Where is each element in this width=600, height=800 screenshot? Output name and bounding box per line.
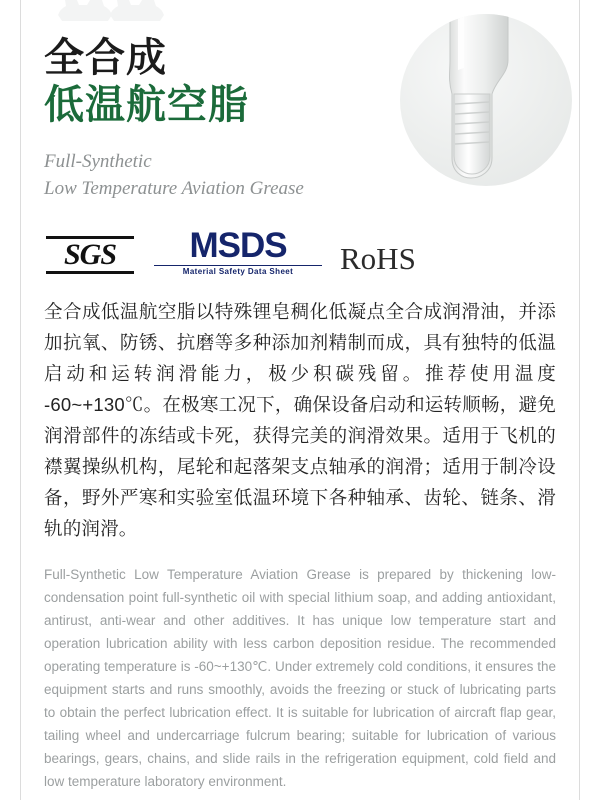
gear-watermark-icon: [55, 0, 185, 26]
msds-badge-icon: [154, 226, 322, 276]
page-title-cn-primary: 全合成: [44, 36, 167, 80]
msds-sublabel: Material Safety Data Sheet: [154, 265, 322, 276]
subtitle-line-1: Full-Synthetic: [44, 151, 152, 172]
left-border-rule: [20, 0, 21, 800]
rohs-badge-icon: RoHS: [340, 241, 416, 276]
sgs-label: SGS: [63, 238, 117, 271]
certification-badges: [44, 228, 556, 276]
description-chinese: 全合成低温航空脂以特殊锂皂稠化低凝点全合成润滑油，并添加抗氧、防锈、抗磨等多种添加剂精制而成，具有独特的低温启动和运转润滑能力，极少积碳残留。推荐使用温度 -60~+130℃。在极寒工况下，确保设备启动和运转顺畅，避免润滑部件的冻结或卡死，获得完美的润滑效果。适用于飞机的襟翼操纵机构，尾轮和起落架支点轴承的润滑；适用于制冷设备，野外严寒和实验室低温环境下各种轴承、齿轮、链条、滑轨的润滑。: [44, 301, 556, 539]
sgs-bottom-rule: [46, 271, 134, 274]
page-title-cn-secondary: 低温航空脂: [44, 83, 249, 127]
right-border-rule: [579, 0, 580, 800]
document-content: [44, 36, 556, 800]
description-english: Full-Synthetic Low Temperature Aviation Grease is prepared by thickening low-condensation point full-synthetic oil with special lithium soap, and adding antioxidant, antirust, anti-wear and other additives. It has unique low temperature start and operation lubrication ability with less carbon deposition residue. The recommended operating temperature is -60~+130℃. Under extremely cold conditions, it ensures the equipment starts and runs smoothly, avoids the freezing or stuck of lubricating parts to obtain the perfect lubrication effect. It is suitable for lubrication of aircraft flap gear, tailing wheel and undercarriage fulcrum bearing; suitable for lubrication of various bearings, gears, chains, and slide rails in the refrigeration equipment, cold field and low temperature laboratory environment.: [44, 566, 556, 789]
sgs-badge-icon: [44, 234, 136, 276]
msds-label: MSDS: [189, 226, 287, 265]
page-subtitle-en: [44, 148, 556, 202]
subtitle-line-2: Low Temperature Aviation Grease: [44, 178, 304, 199]
